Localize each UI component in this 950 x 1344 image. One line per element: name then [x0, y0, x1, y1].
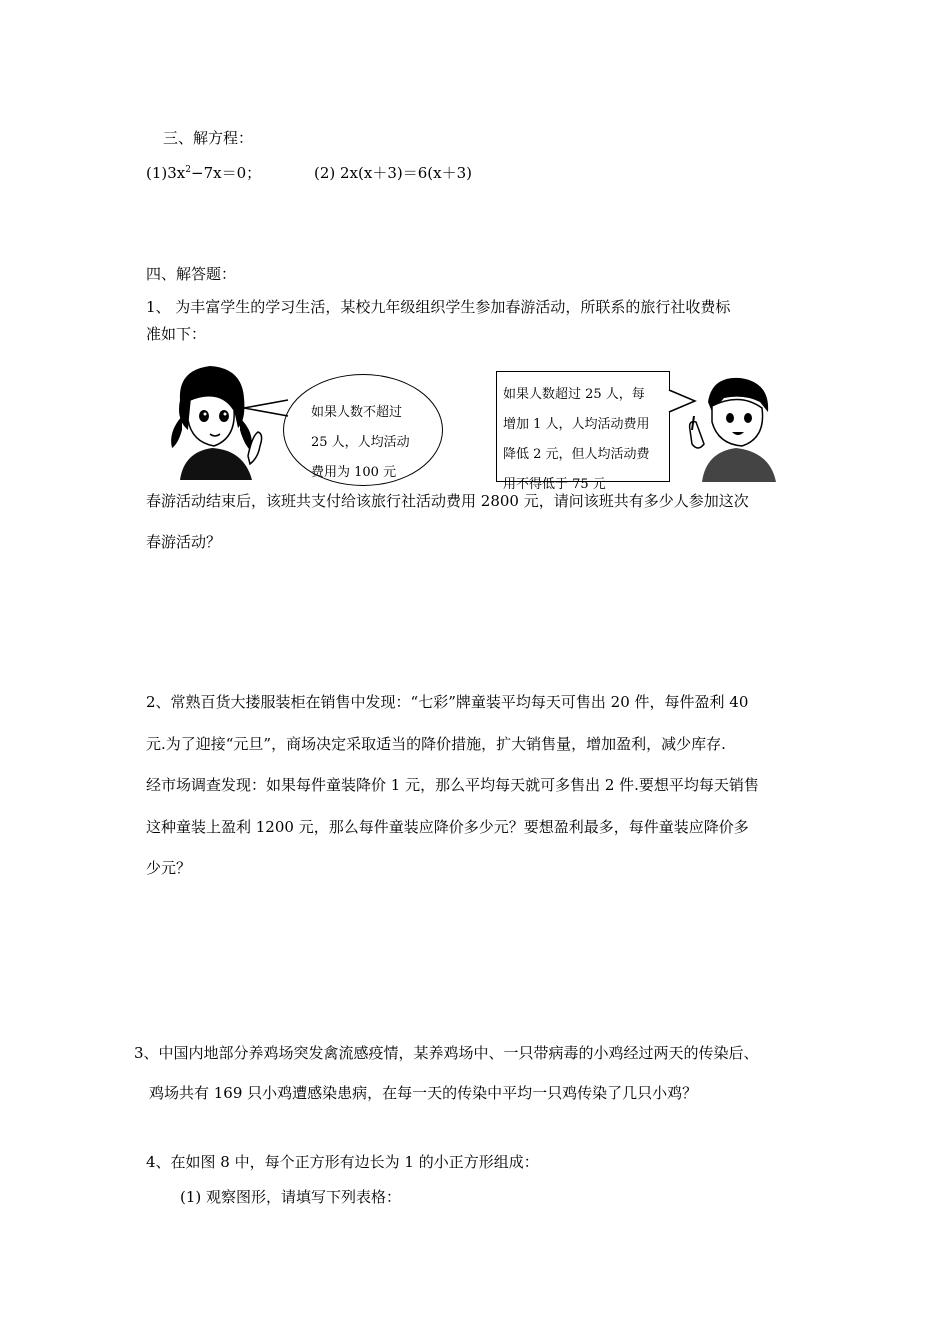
boy-illustration: [684, 372, 780, 482]
question-2-line-2: 元.为了迎接“元旦”，商场决定采取适当的降价措施，扩大销售量，增加盈利，减少库存.: [146, 735, 726, 753]
equation-1-prefix: (1)3x: [146, 164, 186, 182]
question-2-line-5: 少元？: [146, 859, 192, 877]
bubble-right-line-4: 用不得低于 75 元: [503, 477, 606, 492]
bubble-left-line-2: 25 人，人均活动: [311, 435, 410, 450]
question-4-line-1: 4、在如图 8 中，每个正方形有边长为 1 的小正方形组成：: [146, 1153, 539, 1171]
question-1-line-2: 准如下：: [146, 325, 207, 343]
question-3-line-1: 3、中国内地部分养鸡场突发禽流感疫情，某养鸡场中、一只带病毒的小鸡经过两天的传染后、: [134, 1044, 759, 1062]
section-3-heading: 三、解方程：: [163, 129, 254, 147]
equation-1: [146, 163, 261, 183]
question-1-line-1: 1、 为丰富学生的学习生活，某校九年级组织学生参加春游活动，所联系的旅行社收费标: [146, 298, 731, 316]
equation-1-exponent: 2: [185, 165, 191, 175]
equation-2: (2) 2x(x＋3)＝6(x＋3): [314, 164, 472, 182]
question-2-line-3: 经市场调查发现：如果每件童装降价 1 元，那么平均每天就可多售出 2 件.要想平均每天销售: [146, 776, 759, 794]
girl-illustration: [160, 360, 270, 480]
speech-bubble-boy: [496, 371, 670, 492]
question-4-line-2: (1) 观察图形，请填写下列表格：: [180, 1188, 402, 1206]
question-1-line-4: 春游活动？: [146, 533, 222, 551]
equation-1-suffix: −7x＝0；: [191, 164, 262, 182]
bubble-left-line-3: 费用为 100 元: [311, 465, 397, 480]
section-4-heading: 四、解答题：: [146, 265, 237, 283]
question-2-line-4: 这种童装上盈利 1200 元，那么每件童装应降价多少元？要想盈利最多，每件童装应降价多: [146, 818, 749, 836]
bubble-right-line-2: 增加 1 人，人均活动费用: [503, 417, 650, 432]
bubble-tail-left: [242, 398, 292, 418]
bubble-right-line-1: 如果人数超过 25 人，每: [503, 387, 645, 402]
question-2-line-1: 2、常熟百货大搂服装柜在销售中发现：“七彩”牌童装平均每天可售出 20 件，每件盈利 40: [146, 693, 749, 711]
question-3-line-2: 鸡场共有 169 只小鸡遭感染患病，在每一天的传染中平均一只鸡传染了几只小鸡？: [149, 1084, 698, 1102]
bubble-right-line-3: 降低 2 元，但人均活动费: [503, 447, 650, 462]
bubble-left-line-1: 如果人数不超过: [311, 405, 403, 420]
question-1-line-3: 春游活动结束后，该班共支付给该旅行社活动费用 2800 元，请问该班共有多少人参加这次: [146, 492, 749, 510]
